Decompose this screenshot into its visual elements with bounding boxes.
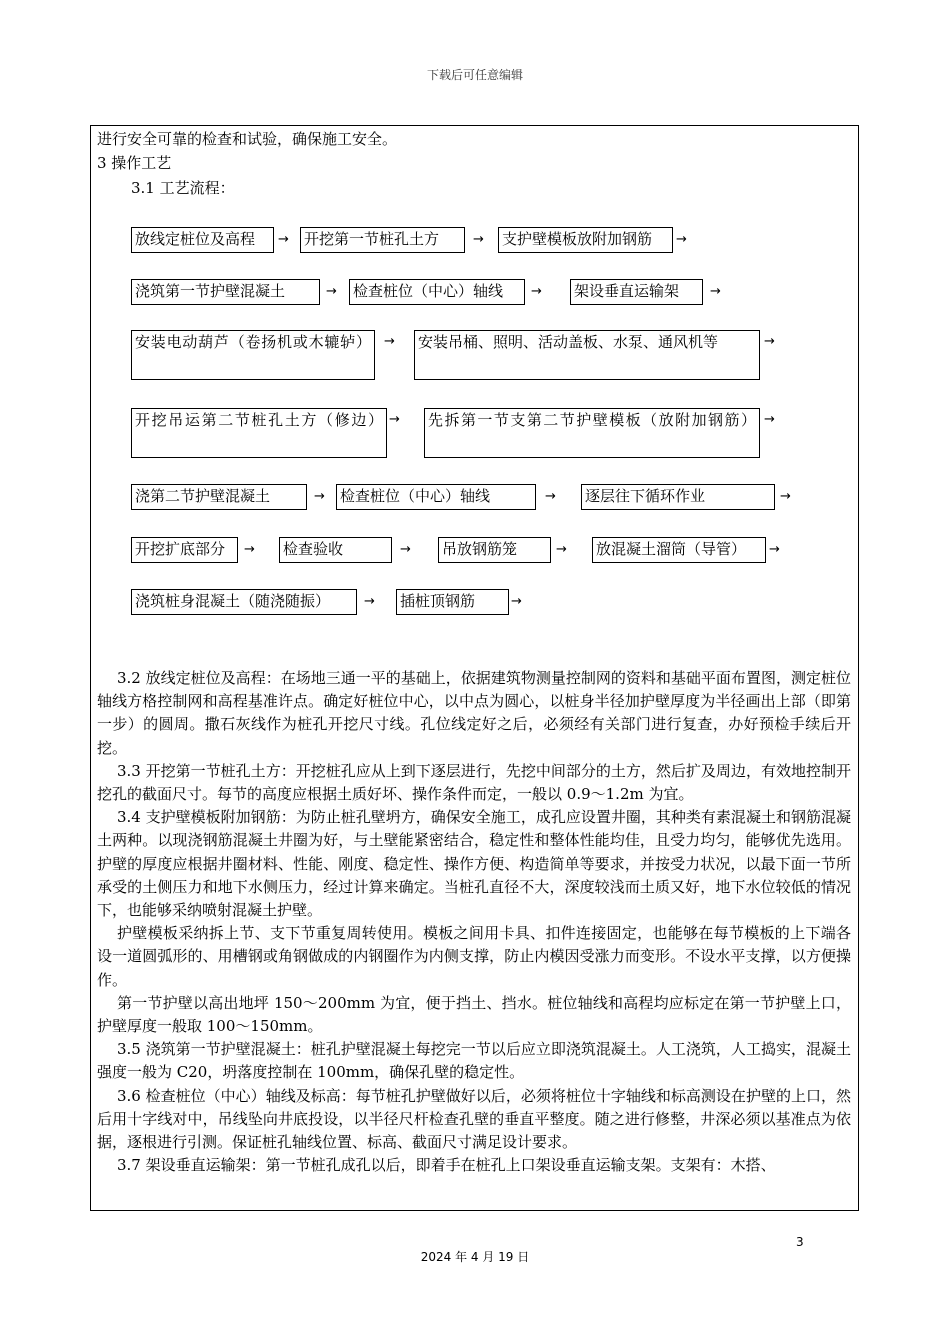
flow-arrow-2: →	[473, 232, 484, 247]
flow-arrow-6: →	[710, 284, 721, 299]
flow-arrow-8: →	[764, 334, 775, 349]
section-title: 3 操作工艺	[97, 154, 172, 172]
flow-box-12: 检查桩位（中心）轴线	[336, 484, 536, 510]
flow-arrow-17: →	[769, 542, 780, 557]
paragraph-3-6: 3.6 检查桩位（中心）轴线及标高：每节桩孔护壁做好以后，必须将桩位十字轴线和标高测设在护壁的上口，然后用十字线对中，吊线坠向井底投设，以半径尺杆检查孔壁的垂直平整度。随之进行修整，井深必须以基准点为依据，逐根进行引测。保证桩孔轴线位置、标高、截面尺寸满足设计要求。	[97, 1086, 851, 1152]
flow-arrow-11: →	[314, 489, 325, 504]
paragraph-3-3: 3.3 开挖第一节桩孔土方：开挖桩孔应从上到下逐层进行，先挖中间部分的土方，然后扩及周边，有效地控制开挖孔的截面尺寸。每节的高度应根据土质好坏、操作条件而定，一般以 0.9～1.2m 为宜。	[97, 761, 851, 804]
flow-box-18: 浇筑桩身混凝土（随浇随振）	[131, 589, 357, 615]
flow-arrow-19: →	[511, 594, 522, 609]
flow-arrow-9: →	[389, 412, 400, 427]
flow-arrow-7: →	[384, 334, 395, 349]
flow-arrow-1: →	[278, 232, 289, 247]
flow-box-3: 支护壁模板放附加钢筋	[498, 227, 673, 253]
flow-box-5: 检查桩位（中心）轴线	[349, 279, 525, 305]
footer-date: 2024 年 4 月 19 日	[420, 1250, 530, 1264]
flow-arrow-18: →	[364, 594, 375, 609]
flow-box-14: 开挖扩底部分	[131, 537, 238, 563]
flow-box-9: 开挖吊运第二节桩孔土方（修边）	[131, 408, 387, 458]
flow-box-4: 浇筑第一节护壁混凝土	[131, 279, 320, 305]
flow-box-2: 开挖第一节桩孔土方	[300, 227, 465, 253]
flow-box-6: 架设垂直运输架	[570, 279, 703, 305]
flow-arrow-16: →	[556, 542, 567, 557]
paragraph-first-wall: 第一节护壁以高出地坪 150～200mm 为宜，便于挡土、挡水。桩位轴线和高程均应标定在第一节护壁上口，护壁厚度一般取 100～150mm。	[97, 993, 851, 1036]
paragraph-3-7: 3.7 架设垂直运输架：第一节桩孔成孔以后，即着手在桩孔上口架设垂直运输支架。支架有：木搭、	[117, 1156, 776, 1175]
flow-arrow-4: →	[326, 284, 337, 299]
flow-arrow-3: →	[676, 232, 687, 247]
paragraph-3-5: 3.5 浇筑第一节护壁混凝土：桩孔护壁混凝土每挖完一节以后应立即浇筑混凝土。人工浇筑，人工捣实，混凝土强度一般为 C20，坍落度控制在 100mm，确保孔壁的稳定性。	[97, 1040, 851, 1082]
flow-box-15: 检查验收	[279, 537, 392, 563]
flow-arrow-15: →	[400, 542, 411, 557]
page-header: 下载后可任意编辑	[426, 68, 523, 82]
paragraph-formwork: 护壁模板采纳拆上节、支下节重复周转使用。模板之间用卡具、扣件连接固定，也能够在每节模板的上下端各设一道圆弧形的、用槽钢或角钢做成的内钢圈作为内侧支撑，防止内模因受涨力而变形。不设水平支撑，以方便操作。	[97, 924, 851, 989]
flow-arrow-5: →	[531, 284, 542, 299]
flow-box-16: 吊放钢筋笼	[438, 537, 551, 563]
subsection-title: 3.1 工艺流程：	[131, 179, 235, 197]
body-text	[97, 667, 851, 1177]
flow-arrow-12: →	[545, 489, 556, 504]
flow-box-1: 放线定桩位及高程	[131, 227, 274, 253]
paragraph-3-4: 3.4 支护壁模板附加钢筋：为防止桩孔壁坍方，确保安全施工，成孔应设置井圈，其种类有素混凝土和钢筋混凝土两种。以现浇钢筋混凝土井圈为好，与土壁能紧密结合，稳定性和整体性能均佳，且受力均匀，能够优先选用。护壁的厚度应根据井圈材料、性能、刚度、稳定性、操作方便、构造简单等要求，并按受力状况，以最下面一节所承受的土侧压力和地下水侧压力，经过计算来确定。当桩孔直径不大，深度较浅而土质又好，地下水位较低的情况下，也能够采纳喷射混凝土护壁。	[97, 808, 851, 920]
flow-box-13: 逐层往下循环作业	[581, 484, 775, 510]
flow-box-11: 浇第二节护壁混凝土	[131, 484, 307, 510]
flow-box-7: 安装电动葫芦（卷扬机或木辘轳）	[131, 330, 375, 380]
intro-line: 进行安全可靠的检查和试验，确保施工安全。	[97, 130, 398, 148]
flow-box-8: 安装吊桶、照明、活动盖板、水泵、通风机等	[414, 330, 760, 380]
flow-arrow-10: →	[764, 412, 775, 427]
flow-arrow-13: →	[780, 489, 791, 504]
page-number: 3	[796, 1235, 804, 1249]
flow-box-10: 先拆第一节支第二节护壁模板（放附加钢筋）	[424, 408, 760, 458]
flow-box-17: 放混凝土溜筒（导管）	[592, 537, 766, 563]
paragraph-3-2: 3.2 放线定桩位及高程：在场地三通一平的基础上，依据建筑物测量控制网的资料和基础平面布置图，测定桩位轴线方格控制网和高程基准许点。确定好桩位中心，以中点为圆心，以桩身半径加护壁厚度为半径画出上部（即第一步）的圆周。撒石灰线作为桩孔开挖尺寸线。孔位线定好之后，必须经有关部门进行复查，办好预检手续后开挖。	[97, 669, 851, 757]
flow-box-19: 插桩顶钢筋	[396, 589, 509, 615]
flow-arrow-14: →	[244, 542, 255, 557]
